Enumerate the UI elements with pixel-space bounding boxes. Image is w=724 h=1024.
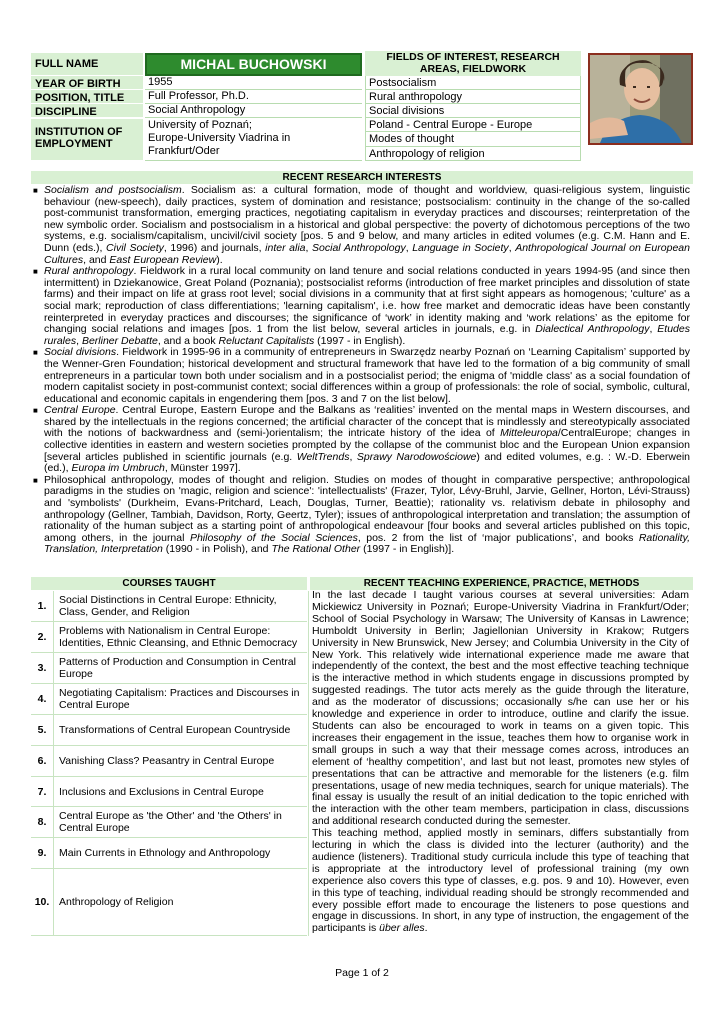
research-text: ). xyxy=(216,253,223,266)
research-text: (1990 - in Polish), and xyxy=(162,543,272,556)
research-italic: Language in Society xyxy=(412,241,509,254)
research-lead: Central Europe xyxy=(44,404,116,417)
research-text: (1997 - in English)]. xyxy=(360,543,455,556)
course-title: Transformations of Central European Countryside xyxy=(59,724,291,736)
institution xyxy=(145,119,362,158)
research-italic: Rationality, Translation, Interpretation xyxy=(44,531,690,556)
research-italic: East European Review xyxy=(109,253,217,266)
research-text: . Fieldwork in a rural local community on land tenure and social relations conducted in years 1994-95 (and since then intermittent) in Dziekanowice, Great Poland (Poznania); postsocialist reforms (introduction of free market principles and dissolution of state farms) and their impact on life at grass root level; social divisions in a community that at first sight appears as homogenous; 'culture' as a social mark; reproduction of class differentiations; 'learning capitalism', i.e. how free market and democratic ideas have been constantly reinterpreted in everyday practices and discourses; the significance of ‘work’ in identity making and ‘work relations’ as the epitome for changing social relations and images [pos. 1 from the list below, several articles in journals, e.g. in xyxy=(44,265,690,336)
course-row xyxy=(31,869,307,936)
label-discipline: DISCIPLINE xyxy=(31,104,143,118)
research-lead: Social divisions xyxy=(44,346,117,359)
field-item: Rural anthropology xyxy=(365,90,581,104)
teaching-paragraph: In the last decade I taught various courses at several universities: Adam Mickiewicz University in Poznań; Europe-University Viadrina in Frankfurt/Oder; School of Social Psychology in Warsaw; The University of Kansas in Lawrence; Humboldt University in Berlin; Jagiellonian University in Krakow; Rutgers University in New Brunswick, New Jersey; and Columbia University in the City of New York. This relatively wide international experience made me aware that independently of the context, the best and the most effective teaching technique is the interactive method in which students engage in discussions prompted by suggested readings. The tutor acts merely as the guide through the literature, and as the moderator of discussions; occasionally s/he can use her or his knowledge and experience in order to introduce, outline and clarify the issue. Students can also be encouraged to work in teams on a given topic. This increases their engagement in the issue, teaches them how to organise work in small groups in such a way that their message comes across, introduces an element of ‘healthy competition’, and last but not least, promotes new styles of presentations that can be attractive and memorable for the listeners (e.g. film presentations, usage of new media techniques, search for unique materials). The final essay is usually the result of an initial dedication to the topic enriched with the interaction with the other team members, participation in class, discussions and additional research conducted during the semester. xyxy=(312,589,689,828)
research-italic: Civil Society xyxy=(106,241,164,254)
research-text: , xyxy=(405,241,413,254)
courses-heading: COURSES TAUGHT xyxy=(31,577,307,590)
research-text: , Münster 1997]. xyxy=(164,462,241,475)
teaching-text-run: . xyxy=(424,922,428,935)
field-item: Postsocialism xyxy=(365,76,581,90)
research-text: , 1996) and journals, xyxy=(163,241,266,254)
field-item: Anthropology of religion xyxy=(365,147,581,161)
research-text: , xyxy=(649,323,658,336)
field-item: Modes of thought xyxy=(365,132,581,147)
course-number: 1. xyxy=(31,591,54,621)
research-italic: Dialectical Anthropology xyxy=(535,323,650,336)
course-number: 7. xyxy=(31,777,54,806)
course-row xyxy=(31,684,307,715)
teaching-heading: RECENT TEACHING EXPERIENCE, PRACTICE, METHODS xyxy=(310,577,693,590)
institution-line: Frankfurt/Oder xyxy=(148,145,220,157)
discipline: Social Anthropology xyxy=(145,104,362,118)
course-number: 6. xyxy=(31,746,54,776)
research-item xyxy=(32,266,690,347)
research-italic: Europa im Umbruch xyxy=(71,462,165,475)
research-text: . Central Europe, Eastern Europe and the Balkans as ‘realities’ invented on the mental maps in Western discourses, and shared by the intellectuals in the regions concerned; the artificial character of the concept that is mindlessly and stereotypically associated with the notions of backwardness and (semi-)orientalism; the intricate history of the idea of xyxy=(44,404,690,440)
research-text: , xyxy=(76,334,82,347)
teaching-divider xyxy=(308,591,309,936)
year-of-birth: 1955 xyxy=(145,76,362,90)
research-text: /CentralEurope; changes in collective identities in eastern and western societies prompted by the collapse of the communist bloc and the European Union expansion [several articles published in scientific journals (e.g. xyxy=(44,427,690,463)
course-title: Patterns of Production and Consumption in Central Europe xyxy=(59,656,296,680)
research-text: , xyxy=(349,450,357,463)
course-title: Inclusions and Exclusions in Central Europe xyxy=(59,785,264,798)
research-item xyxy=(32,347,690,405)
research-italic: Reluctant Capitalists xyxy=(218,334,315,347)
research-text: , and xyxy=(83,253,110,266)
institution-line: Europe-University Viadrina in xyxy=(148,132,291,144)
research-lead: Rural anthropology xyxy=(44,265,134,278)
research-text: (1997 - in English). xyxy=(314,334,406,347)
research-italic: Berliner Debatte xyxy=(81,334,158,347)
course-number: 2. xyxy=(31,622,54,652)
research-text: , xyxy=(305,241,313,254)
label-year-of-birth: YEAR OF BIRTH xyxy=(31,76,143,90)
research-italic: WeltTrends xyxy=(296,450,350,463)
research-text: , xyxy=(508,241,516,254)
course-number: 8. xyxy=(31,807,54,837)
course-row xyxy=(31,591,307,622)
bullet-icon: ■ xyxy=(33,267,38,277)
header-divider xyxy=(145,160,362,161)
course-title: Negotiating Capitalism: Practices and Discourses in Central Europe xyxy=(59,687,300,711)
research-italic: Mitteleuropa xyxy=(500,427,558,440)
course-row xyxy=(31,715,307,746)
course-number: 10. xyxy=(31,869,54,935)
course-row xyxy=(31,622,307,653)
research-item xyxy=(32,475,690,556)
course-title: Vanishing Class? Peasantry in Central Europe xyxy=(59,755,275,767)
course-title: Social Distinctions in Central Europe: Ethnicity, Class, Gender, and Religion xyxy=(59,594,277,618)
course-row xyxy=(31,777,307,807)
bullet-icon: ■ xyxy=(33,186,38,195)
fields-heading xyxy=(365,51,581,76)
field-item: Poland - Central Europe - Europe xyxy=(365,118,581,132)
research-text: ) and edited volumes, e.g. : W.-D. Eberwein (ed.), xyxy=(44,450,690,475)
course-row xyxy=(31,653,307,684)
research-text: . Socialism as: a cultural formation, mode of thought and worldview, quasi-religious system, linguistic behaviour (new-speech), daily practices, system of domination and resistance; postsocialism: continuity in the change of the so-called post-communist transformation, emerging practices, negotiating capitalism in everyday practices and discourses; reinterpretation of the new symbolic order. Socialism and postsocialism in a historical and global perspective: the poverty of dichotomous perceptions of the two systems, e.g. socialism/capitalism, uncivil/civil society [pos. 5 and 9 below, and many articles in edited volumes (e.g. C.M. Hann and E. Dunn (eds.), xyxy=(44,184,691,254)
teaching-paragraph xyxy=(312,828,689,935)
teaching-text xyxy=(312,590,689,935)
page-number: Page 1 of 2 xyxy=(335,967,389,979)
position-title: Full Professor, Ph.D. xyxy=(145,90,362,104)
fields-heading-line: AREAS, FIELDWORK xyxy=(419,63,527,75)
course-row xyxy=(31,807,307,838)
research-heading: RECENT RESEARCH INTERESTS xyxy=(31,171,693,184)
bullet-icon: ■ xyxy=(33,475,38,485)
research-item xyxy=(32,185,690,266)
course-title: Main Currents in Ethnology and Anthropology xyxy=(59,847,271,859)
research-text: . Fieldwork in 1995-96 in a community of entrepreneurs in Swarzędz nearby Poznań on ‘Learning Capitalism’ supported by the Wenner-Gren Foundation; historical development and structural framework that have led to the formation of a big community of small entrepreneurs in a particular town both under socialism and in a postsocialist period; the enigma of 'middle class' as a social foundation of modern capitalist society in post-communist context; social differences within a group of professionals: the role of social, symbolic, cultural, educational and economic capitals in engendering them [pos. 3 and 7 on the list below]. xyxy=(44,346,690,405)
label-full-name: FULL NAME xyxy=(31,53,143,76)
research-italic: Etudes rurales xyxy=(44,323,690,347)
research-italic: Anthropological Journal on European Cultures xyxy=(44,241,690,266)
research-italic: inter alia xyxy=(265,241,306,254)
research-text: , and a book xyxy=(157,334,219,347)
full-name: MICHAL BUCHOWSKI xyxy=(180,56,327,72)
research-list xyxy=(32,185,690,556)
course-row xyxy=(31,746,307,777)
portrait-photo xyxy=(588,53,693,145)
bullet-icon: ■ xyxy=(33,406,38,416)
research-italic: The Rational Other xyxy=(271,543,361,556)
bullet-icon: ■ xyxy=(33,348,38,358)
name-box xyxy=(145,53,362,76)
course-title: Problems with Nationalism in Central Europe: Identities, Ethnic Cleansing, and Ethnic Democracy xyxy=(59,625,298,649)
label-institution: INSTITUTION OF EMPLOYMENT xyxy=(31,119,143,161)
research-italic: Sprawy Narodowościowe xyxy=(356,450,477,463)
course-number: 4. xyxy=(31,684,54,714)
research-text: , pos. 2 from the list of ‘major publications’, and books xyxy=(357,531,639,544)
research-item xyxy=(32,405,690,475)
research-lead: Philosophical anthropology xyxy=(44,473,171,486)
label-position-title: POSITION, TITLE xyxy=(31,90,143,104)
teaching-text-run: This teaching method, applied mostly in seminars, differs substantially from lecturing in which the class is divided into the lecturer (authority) and the audience (listeners). Traditional study curricula include this type of teaching that is appropriate at the introductory level of professional training (my own experience also covers this type of classes, e.g. pos. 9 and 10). However, even in this type of teaching, individual reading should be strongly recommended and every possible effort made to encourage the listeners to pose questions and engage in discussions. In short, in any type of instruction, the engagement of the participants is xyxy=(312,827,689,935)
course-title: Anthropology of Religion xyxy=(59,896,174,908)
research-italic: Social Anthropology xyxy=(312,241,406,254)
field-item: Social divisions xyxy=(365,104,581,118)
teaching-italic: über alles xyxy=(379,922,425,935)
research-text: , modes of thought and religion. Studies on modes of thought in comparative perspective; anthropological paradigms in the studies on 'magic, religion and science': 'intellectualists' (Frazer, Tylor, Lévy-Bruhl, Jarvie, Gellner, Horton, Lévi-Strauss) and 'symbolists' (Durkheim, Evans-Pritchard, Leach, Douglas, Turner, Beattie); rationality vs. relativism debate in philosophy and anthropology (Gellner, Tambiah, Davidson, Rorty, Geertz, Tyler); issues of anthropological interpretation and translation; the assumption of rationality of the human subject as a starting point of anthropological endeavour [four books and several articles published on this topic, among others, in the journal xyxy=(44,473,690,544)
institution-line: University of Poznań; xyxy=(148,119,252,131)
course-number: 5. xyxy=(31,715,54,745)
course-number: 9. xyxy=(31,838,54,868)
course-number: 3. xyxy=(31,653,54,683)
research-italic: Philosophy of the Social Sciences xyxy=(189,531,358,544)
fields-heading-line: FIELDS OF INTEREST, RESEARCH xyxy=(386,51,560,63)
course-row xyxy=(31,838,307,869)
course-title: Central Europe as 'the Other' and 'the Others' in Central Europe xyxy=(59,810,282,834)
research-lead: Socialism and postsocialism xyxy=(44,184,182,196)
